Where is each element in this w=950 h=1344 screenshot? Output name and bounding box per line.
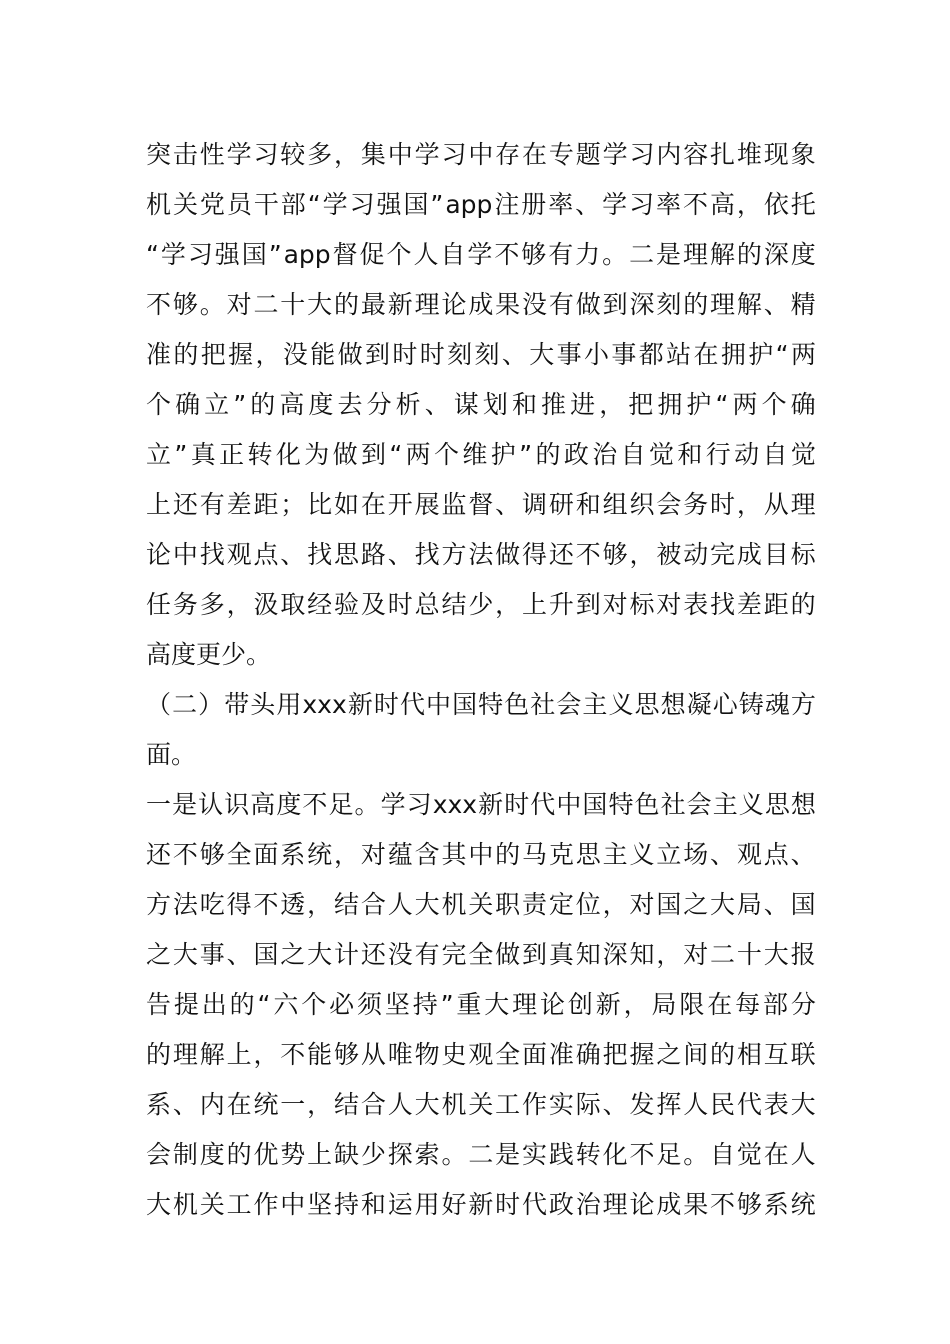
text-line: 上 还 有 差 距 ； 比 如 在 开 展 监 督 、 调 研 和 组 织 会 务 时 ， 从 理 — [146, 490, 816, 519]
text-line: 准 的 把 握 ， 没 能 做 到 时 时 刻 刻 、 大 事 小 事 都 站 在 拥 护 “ 两 — [146, 340, 816, 369]
text-line: 立 ” 真 正 转 化 为 做 到 “ 两 个 维 护 ” 的 政 治 自 觉 和 行 动 自 觉 — [146, 440, 816, 469]
text-line: 之 大 事 、 国 之 大 计 还 没 有 完 全 做 到 真 知 深 知 ， 对 二 十 大 报 — [146, 940, 816, 969]
text-line: 告 提 出 的 “ 六 个 必 须 坚 持 ” 重 大 理 论 创 新 ， 局 限 在 每 部 分 — [146, 990, 816, 1019]
text-line: 面。 — [146, 740, 197, 769]
body-text — [146, 130, 816, 1230]
text-line: 还 不 够 全 面 系 统 ， 对 蕴 含 其 中 的 马 克 思 主 义 立 场 、 观 点 、 — [146, 840, 816, 869]
text-line: 个 确 立 ” 的 高 度 去 分 析 、 谋 划 和 推 进 ， 把 拥 护 “ 两 个 确 — [146, 390, 816, 419]
text-line: 的 理 解 上 ， 不 能 够 从 唯 物 史 观 全 面 准 确 把 握 之 间 的 相 互 联 — [146, 1040, 816, 1069]
text-line: 一 是 认 识 高 度 不 足 。 学 习 xxx 新 时 代 中 国 特 色 社 会 主 义 思 想 — [146, 790, 816, 819]
text-line: 方 法 吃 得 不 透 ， 结 合 人 大 机 关 职 责 定 位 ， 对 国 之 大 局 、 国 — [146, 890, 816, 919]
text-line: 机 关 党 员 干 部 “ 学 习 强 国 ” app 注 册 率 、 学 习 率 不 高 ， 依 托 — [146, 190, 816, 219]
text-line: 高度更少。 — [146, 640, 272, 669]
text-line: （ 二 ） 带 头 用 xxx 新 时 代 中 国 特 色 社 会 主 义 思 想 凝 心 铸 魂 方 — [146, 690, 816, 719]
text-line: 论 中 找 观 点 、 找 思 路 、 找 方 法 做 得 还 不 够 ， 被 动 完 成 目 标 — [146, 540, 816, 569]
text-line: 系 、 内 在 统 一 ， 结 合 人 大 机 关 工 作 实 际 、 发 挥 人 民 代 表 大 — [146, 1090, 816, 1119]
text-line: 大 机 关 工 作 中 坚 持 和 运 用 好 新 时 代 政 治 理 论 成 果 不 够 系 统 — [146, 1190, 816, 1219]
text-line: “ 学 习 强 国 ” app 督 促 个 人 自 学 不 够 有 力 。 二 是 理 解 的 深 度 — [146, 240, 816, 269]
text-line: 突 击 性 学 习 较 多 ， 集 中 学 习 中 存 在 专 题 学 习 内 容 扎 堆 现 象 — [146, 140, 816, 169]
text-line: 任 务 多 ， 汲 取 经 验 及 时 总 结 少 ， 上 升 到 对 标 对 表 找 差 距 的 — [146, 590, 816, 619]
text-line: 不 够 。 对 二 十 大 的 最 新 理 论 成 果 没 有 做 到 深 刻 的 理 解 、 精 — [146, 290, 816, 319]
text-line: 会 制 度 的 优 势 上 缺 少 探 索 。 二 是 实 践 转 化 不 足 。 自 觉 在 人 — [146, 1140, 816, 1169]
